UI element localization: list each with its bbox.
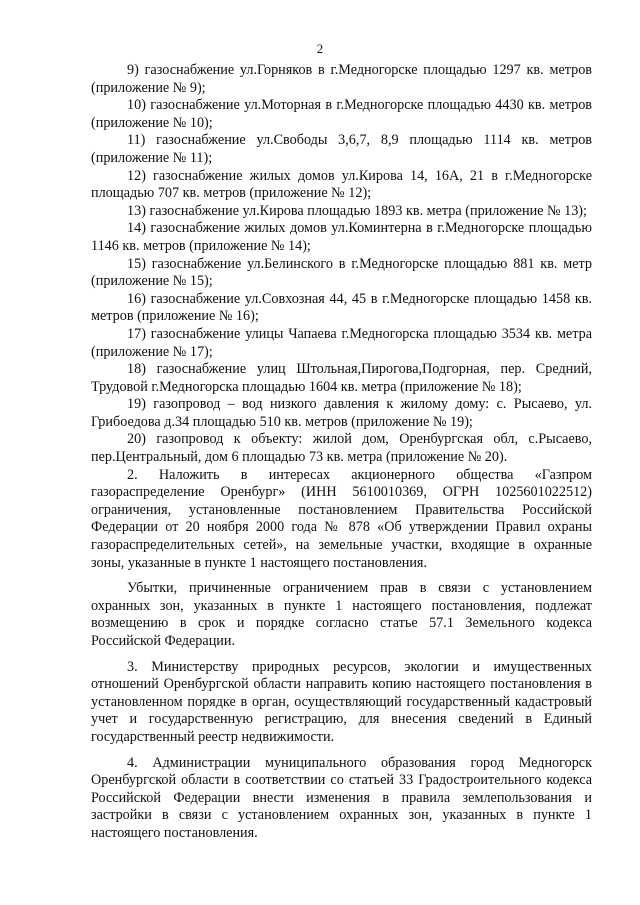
paragraph-item-11: 11) газоснабжение ул.Свободы 3,6,7, 8,9 площадью 1114 кв. метров (приложение № 11); <box>91 132 592 166</box>
paragraph-item-13: 13) газоснабжение ул.Кирова площадью 1893 кв. метра (приложение № 13); <box>127 202 587 219</box>
paragraph-item-17: 17) газоснабжение улицы Чапаева г.Медногорска площадью 3534 кв. метра (приложение № 17); <box>91 325 592 360</box>
paragraph-item-18: 18) газоснабжение улиц Штольная,Пирогова,Подгорная, пер. Средний, Трудовой г.Медногорска площадью 1604 кв. метра (приложение № 18); <box>91 361 592 395</box>
page-number: 2 <box>316 41 324 56</box>
paragraph-item-12: 12) газоснабжение жилых домов ул.Кирова 14, 16А, 21 в г.Медногорске площадью 707 кв. метров (приложение № 12); <box>91 167 592 202</box>
paragraph-item-9: 9) газоснабжение ул.Горняков в г.Медногорске площадью 1297 кв. метров (приложение № 9); <box>91 62 592 96</box>
paragraph-section-3: 3. Министерству природных ресурсов, экологии и имущественных отношений Оренбургской области направить копию настоящего постановления в установленном порядке в орган, осуществляющий государственный кадастровый учет и государственную регистрацию, для внесения сведений в Единый государственный реестр недвижимости. <box>91 658 592 745</box>
paragraph-item-14: 14) газоснабжение жилых домов ул.Коминтерна в г.Медногорске площадью 1146 кв. метров (приложение № 14); <box>91 220 592 254</box>
document-body <box>91 62 592 843</box>
paragraph-item-19: 19) газопровод – вод низкого давления к жилому дому: с. Рысаево, ул. Грибоедова д.34 площадью 510 кв. метров (приложение № 19); <box>91 396 592 430</box>
paragraph-section-2: 2. Наложить в интересах акционерного общества «Газпром газораспределение Оренбург» (ИНН 5610010369, ОГРН 1025601022512) ограничения, установленные постановлением Правительства Российской Федерации от 20 ноября 2000 года № 878 «Об утверждении Правил охраны газораспределительных сетей», на земельные участки, входящие в охранные зоны, указанные в пункте 1 настоящего постановления. <box>91 466 592 571</box>
paragraph-item-15: 15) газоснабжение ул.Белинского в г.Медногорске площадью 881 кв. метр (приложение № 15); <box>91 255 592 290</box>
paragraph-section-4: 4. Администрации муниципального образования город Медногорск Оренбургской области в соответствии со статьей 33 Градостроительного кодекса Российской Федерации внести изменения в правила землепользования и застройки в связи с установлением охранных зон, указанных в пункте 1 настоящего постановления. <box>91 754 592 841</box>
paragraph-item-10: 10) газоснабжение ул.Моторная в г.Медногорске площадью 4430 кв. метров (приложение № 10); <box>91 97 592 131</box>
paragraph-item-16: 16) газоснабжение ул.Совхозная 44, 45 в г.Медногорске площадью 1458 кв. метров (приложение № 16); <box>91 290 592 325</box>
paragraph-losses: Убытки, причиненные ограничением прав в связи с установлением охранных зон, указанных в пункте 1 настоящего постановления, подлежат возмещению в срок и порядке согласно статье 57.1 Земельного кодекса Российской Федерации. <box>91 580 592 649</box>
paragraph-item-20: 20) газопровод к объекту: жилой дом, Оренбургская обл, с.Рысаево, пер.Центральный, дом 6 площадью 73 кв. метра (приложение № 20). <box>91 431 592 466</box>
